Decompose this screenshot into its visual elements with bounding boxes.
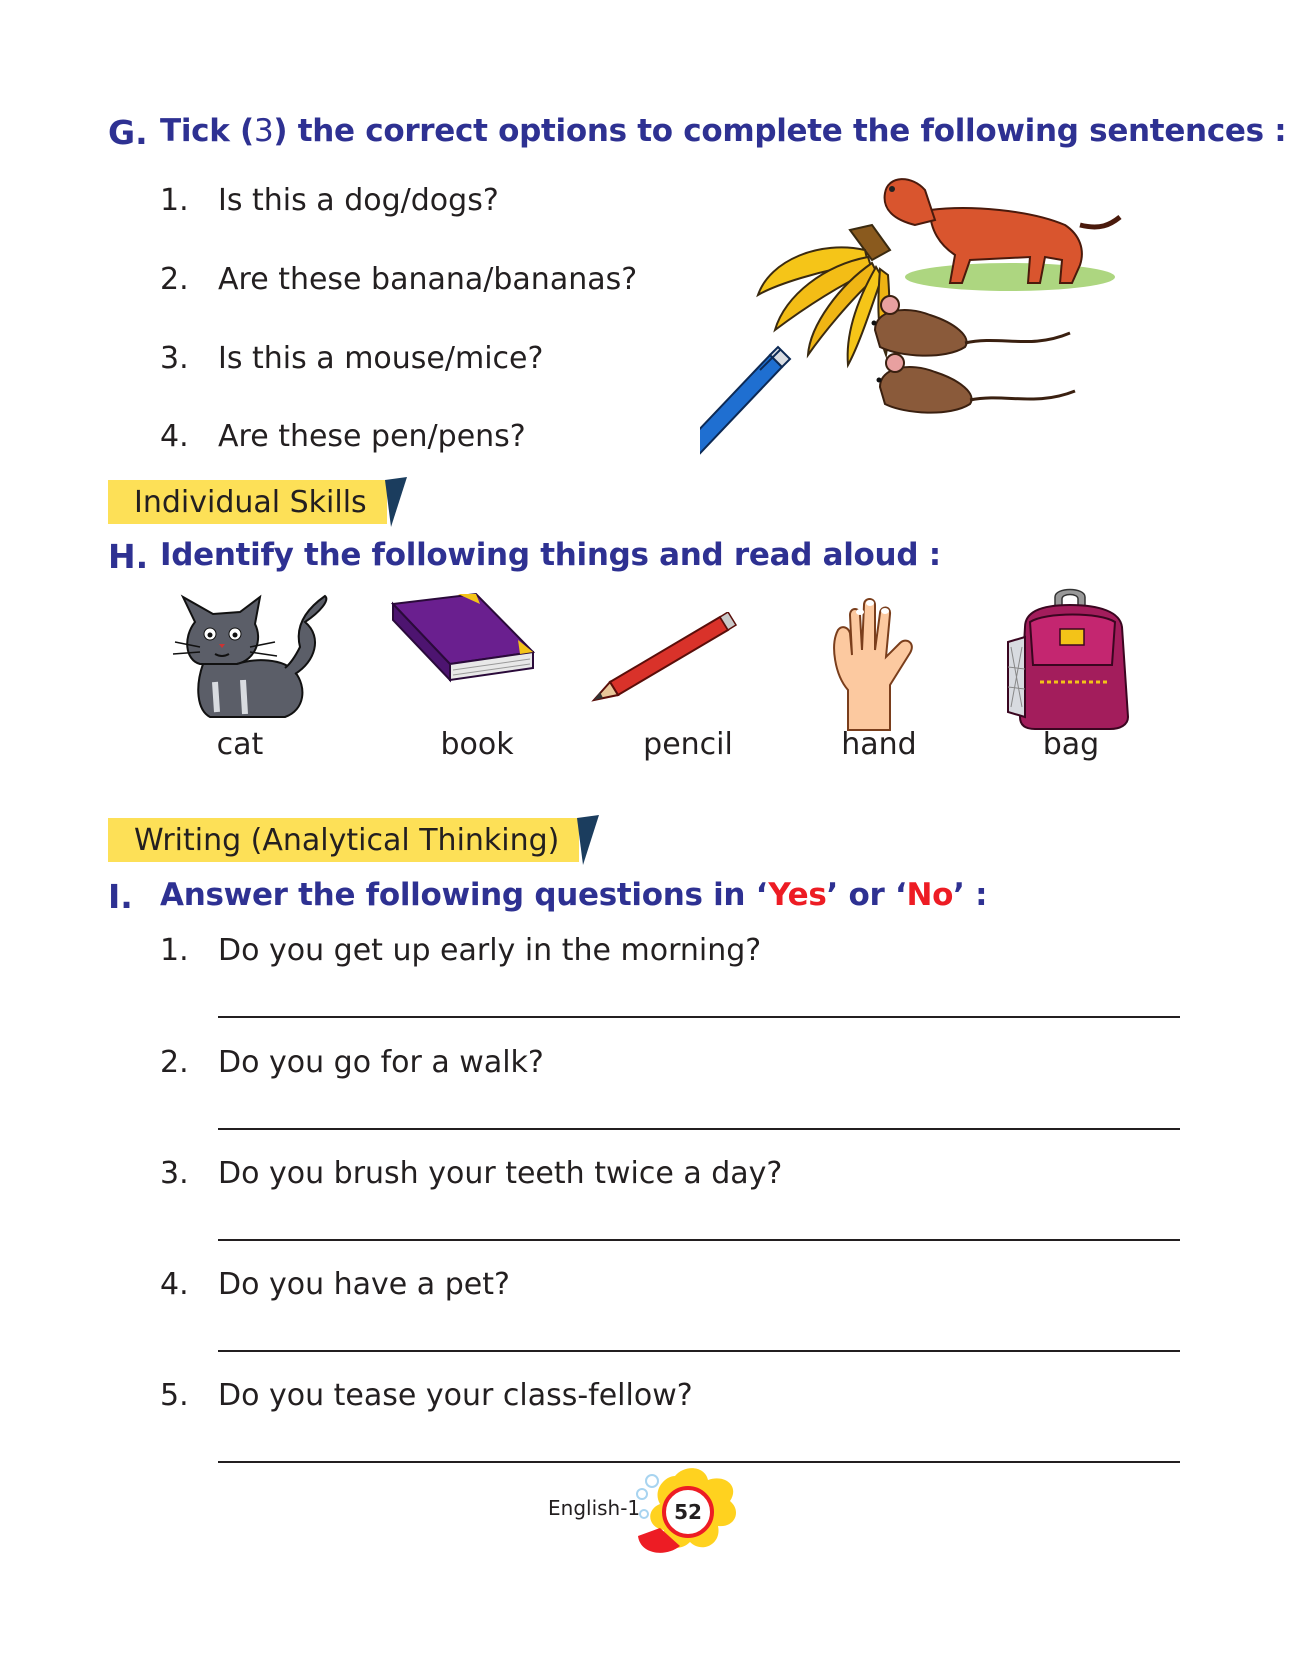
g-item-text-4: Are these pen/pens? (218, 419, 526, 454)
footer-book-title: English-1 (548, 1496, 641, 1520)
book-icon (388, 592, 538, 692)
banner-flag-icon-2 (573, 815, 599, 865)
i-question-num-1: 1. (160, 933, 189, 968)
section-g-letter: G. (108, 113, 148, 152)
banner-flag-icon (381, 477, 407, 527)
thing-label-bag: bag (1042, 727, 1100, 762)
answer-line-3[interactable] (218, 1239, 1180, 1241)
answer-line-4[interactable] (218, 1350, 1180, 1352)
thing-label-pencil: pencil (643, 727, 733, 762)
thing-label-book: book (440, 727, 514, 762)
i-question-text-5: Do you tease your class-fellow? (218, 1378, 693, 1413)
hand-icon (820, 595, 930, 735)
section-g-title (160, 113, 1286, 149)
i-question-text-3: Do you brush your teeth twice a day? (218, 1156, 783, 1191)
answer-line-1[interactable] (218, 1016, 1180, 1018)
i-question-text-2: Do you go for a walk? (218, 1045, 544, 1080)
mouse-icon-2 (877, 354, 1076, 413)
i-question-num-5: 5. (160, 1378, 189, 1413)
section-i-title-part3: ’ : (953, 877, 988, 913)
pencil-icon (590, 612, 740, 702)
g-item-text-1: Is this a dog/dogs? (218, 183, 499, 218)
bag-icon (1000, 587, 1145, 732)
section-i-title-part1: Answer the following questions in ‘ (160, 877, 769, 913)
section-h-letter: H. (108, 537, 149, 576)
page-number: 52 (674, 1500, 702, 1524)
writing-banner-label: Writing (Analytical Thinking) (108, 818, 579, 862)
section-g-title-before: Tick ( (160, 113, 254, 149)
individual-skills-label: Individual Skills (108, 480, 387, 524)
yes-word: Yes (768, 877, 827, 913)
answer-line-2[interactable] (218, 1128, 1180, 1130)
i-question-text-1: Do you get up early in the morning? (218, 933, 762, 968)
individual-skills-banner (108, 477, 407, 527)
answer-line-5[interactable] (218, 1461, 1180, 1463)
pen-icon (700, 347, 790, 477)
g-illustrations (700, 165, 1180, 495)
i-question-num-4: 4. (160, 1267, 189, 1302)
thing-label-hand: hand (841, 727, 917, 762)
g-item-text-3: Is this a mouse/mice? (218, 341, 544, 376)
section-i-title (160, 877, 987, 913)
g-item-text-2: Are these banana/bananas? (218, 262, 638, 297)
section-g-title-after: ) the correct options to complete the following sentences : (273, 113, 1287, 149)
bananas-icon (758, 225, 890, 365)
mouse-icon (872, 296, 1071, 356)
section-i-letter: I. (108, 877, 133, 916)
no-word: No (906, 877, 954, 913)
g-item-num-1: 1. (160, 183, 189, 218)
i-question-num-3: 3. (160, 1156, 189, 1191)
i-question-num-2: 2. (160, 1045, 189, 1080)
cat-icon (155, 592, 335, 727)
section-i-title-part2: ’ or ‘ (826, 877, 907, 913)
dog-icon (885, 179, 1120, 291)
g-item-num-2: 2. (160, 262, 189, 297)
i-question-text-4: Do you have a pet? (218, 1267, 510, 1302)
writing-banner (108, 815, 599, 865)
section-h-title: Identify the following things and read aloud : (160, 537, 941, 573)
tick-symbol: 3 (253, 113, 274, 149)
g-item-num-3: 3. (160, 341, 189, 376)
g-item-num-4: 4. (160, 419, 189, 454)
thing-label-cat: cat (216, 727, 264, 762)
